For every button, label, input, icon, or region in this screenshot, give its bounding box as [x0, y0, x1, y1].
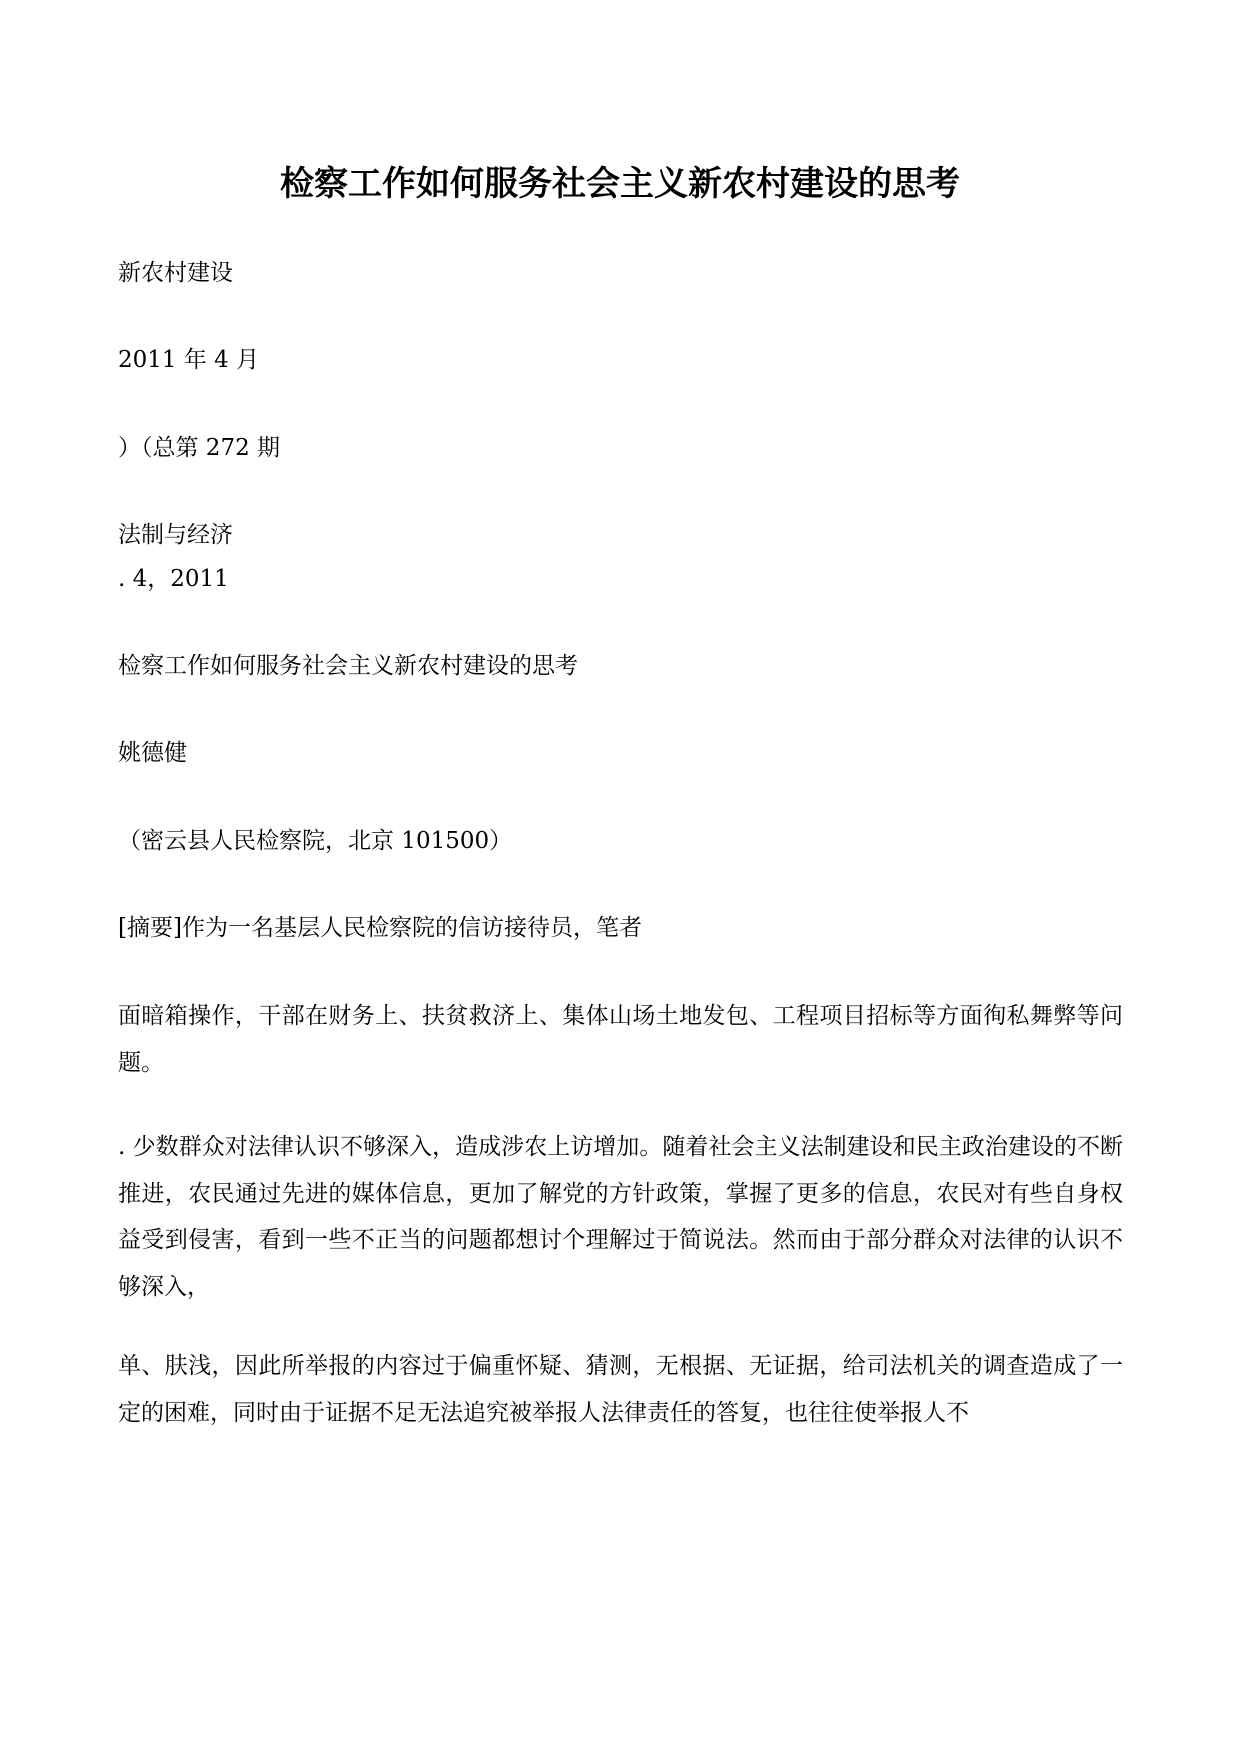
- article-title: 检察工作如何服务社会主义新农村建设的思考: [118, 653, 578, 679]
- body-paragraph: 面暗箱操作，干部在财务上、扶贫救济上、集体山场土地发包、工程项目招标等方面徇私舞弊等问题。: [118, 1003, 1123, 1076]
- issue-date: 2011 年 4 月: [118, 347, 260, 373]
- journal-name: 法制与经济: [118, 522, 233, 548]
- section-label: 新农村建设: [118, 260, 233, 286]
- body-paragraph: 单、肤浅，因此所举报的内容过于偏重怀疑、猜测，无根据、无证据，给司法机关的调查造成了一定的困难，同时由于证据不足无法追究被举报人法律责任的答复，也往往使举报人不: [118, 1353, 1123, 1426]
- journal-volume: . 4，2011: [118, 566, 229, 592]
- body-paragraph: . 少数群众对法律认识不够深入，造成涉农上访增加。随着社会主义法制建设和民主政治建设的不断推进，农民通过先进的媒体信息，更加了解党的方针政策，掌握了更多的信息，农民对有些自身权益受到侵害，看到一些不正当的问题都想讨个理解过于简说法。然而由于部分群众对法律的认识不够深入，: [118, 1134, 1123, 1300]
- author-affiliation: （密云县人民检察院，北京 101500）: [118, 828, 513, 854]
- abstract: [摘要]作为一名基层人民检察院的信访接待员，笔者: [118, 915, 642, 941]
- document-title: 检察工作如何服务社会主义新农村建设的思考: [280, 164, 960, 204]
- author-name: 姚德健: [118, 740, 187, 766]
- issue-number: ）（总第 272 期: [118, 435, 281, 461]
